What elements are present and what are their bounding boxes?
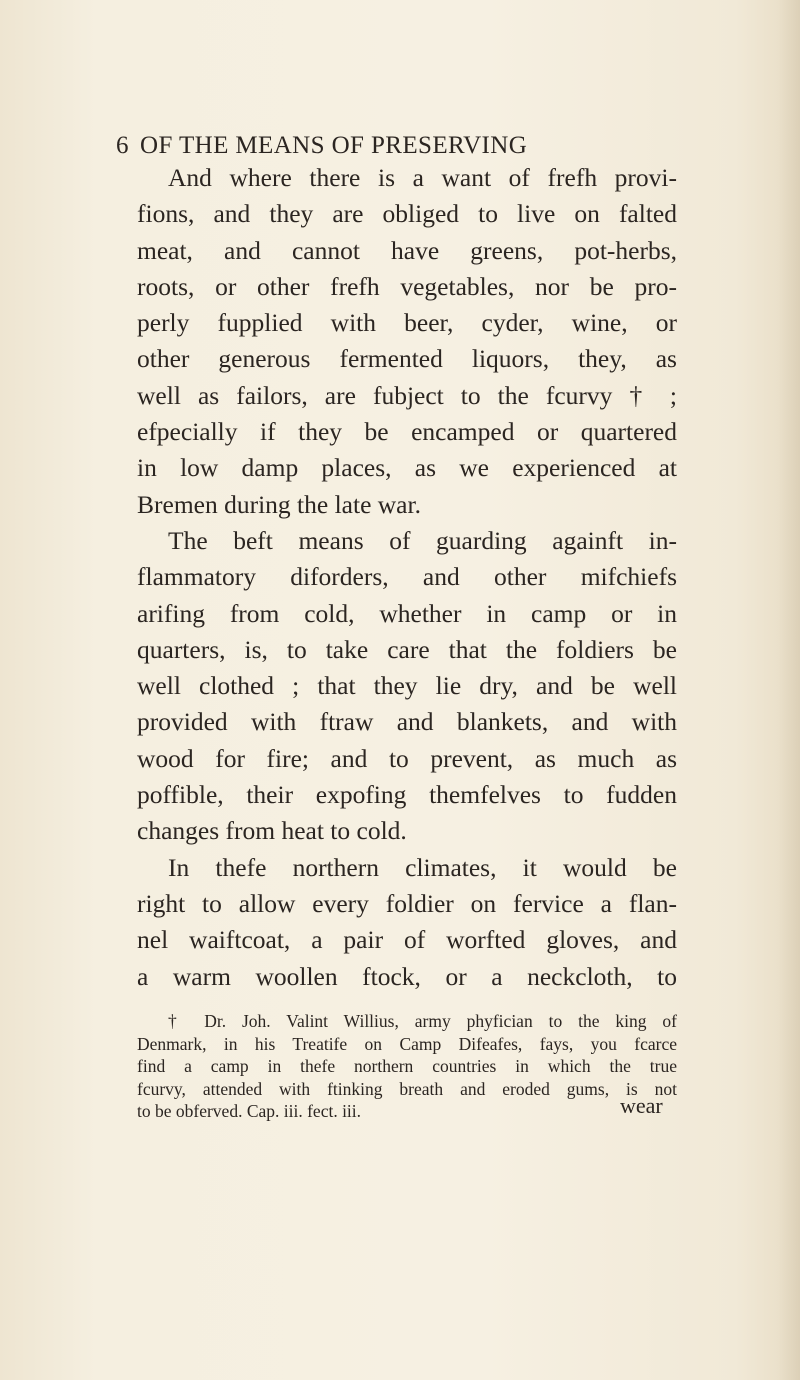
catchword: wear [620,1093,663,1118]
text-line: well clothed ; that they lie dry, and be well [137,671,677,701]
text-line: flammatory diforders, and other mifchiefs [137,562,677,592]
footnote-line: † Dr. Joh. Valint Willius, army phyfician to the king of [168,1011,677,1031]
footnote-line: fcurvy, attended with ftinking breath and eroded gums, is not [137,1078,677,1099]
text-line: well as failors, are fubject to the fcurvy † ; [137,380,677,410]
text-line: And where there is a want of frefh provi- [168,163,677,192]
text-line: In thefe northern climates, it would be [168,852,677,882]
text-line: quarters, is, to take care that the foldiers be [137,634,677,664]
text-line: Bremen during the late war. [137,489,421,519]
page-number: 6 [116,132,129,159]
text-line: The beft means of guarding againft in- [168,525,677,555]
body-text [137,160,677,995]
text-line: meat, and cannot have greens, pot-herbs, [137,235,677,265]
text-line: poffible, their expofing themfelves to fudden [137,780,677,810]
text-line: other generous fermented liquors, they, as [137,344,677,374]
page-edge-shadow [778,0,800,1380]
footnote-line: to be obferved. Cap. iii. fect. iii. [137,1101,362,1122]
footnote-line: Denmark, in his Treatife on Camp Difeafes, fays, you fcarce [137,1033,677,1054]
running-head-title: OF THE MEANS OF PRESERVING [140,132,528,159]
footnote [137,1010,677,1123]
text-line: arifing from cold, whether in camp or in [137,598,677,628]
text-line: nel waiftcoat, a pair of worfted gloves, and [137,925,677,955]
text-line: roots, or other frefh vegetables, nor be pro- [137,271,677,301]
text-line: fions, and they are obliged to live on falted [137,199,677,229]
text-line: changes from heat to cold. [137,816,407,846]
text-line: provided with ftraw and blankets, and with [137,707,677,737]
text-line: wood for fire; and to prevent, as much as [137,743,677,773]
text-line: in low damp places, as we experienced at [137,453,677,483]
footnote-line: find a camp in thefe northern countries in which the true [137,1056,677,1077]
text-line: perly fupplied with beer, cyder, wine, or [137,308,677,338]
text-line: a warm woollen ftock, or a neckcloth, to [137,961,677,991]
text-line: efpecially if they be encamped or quartered [137,417,677,447]
text-line: right to allow every foldier on fervice a flan- [137,888,677,918]
